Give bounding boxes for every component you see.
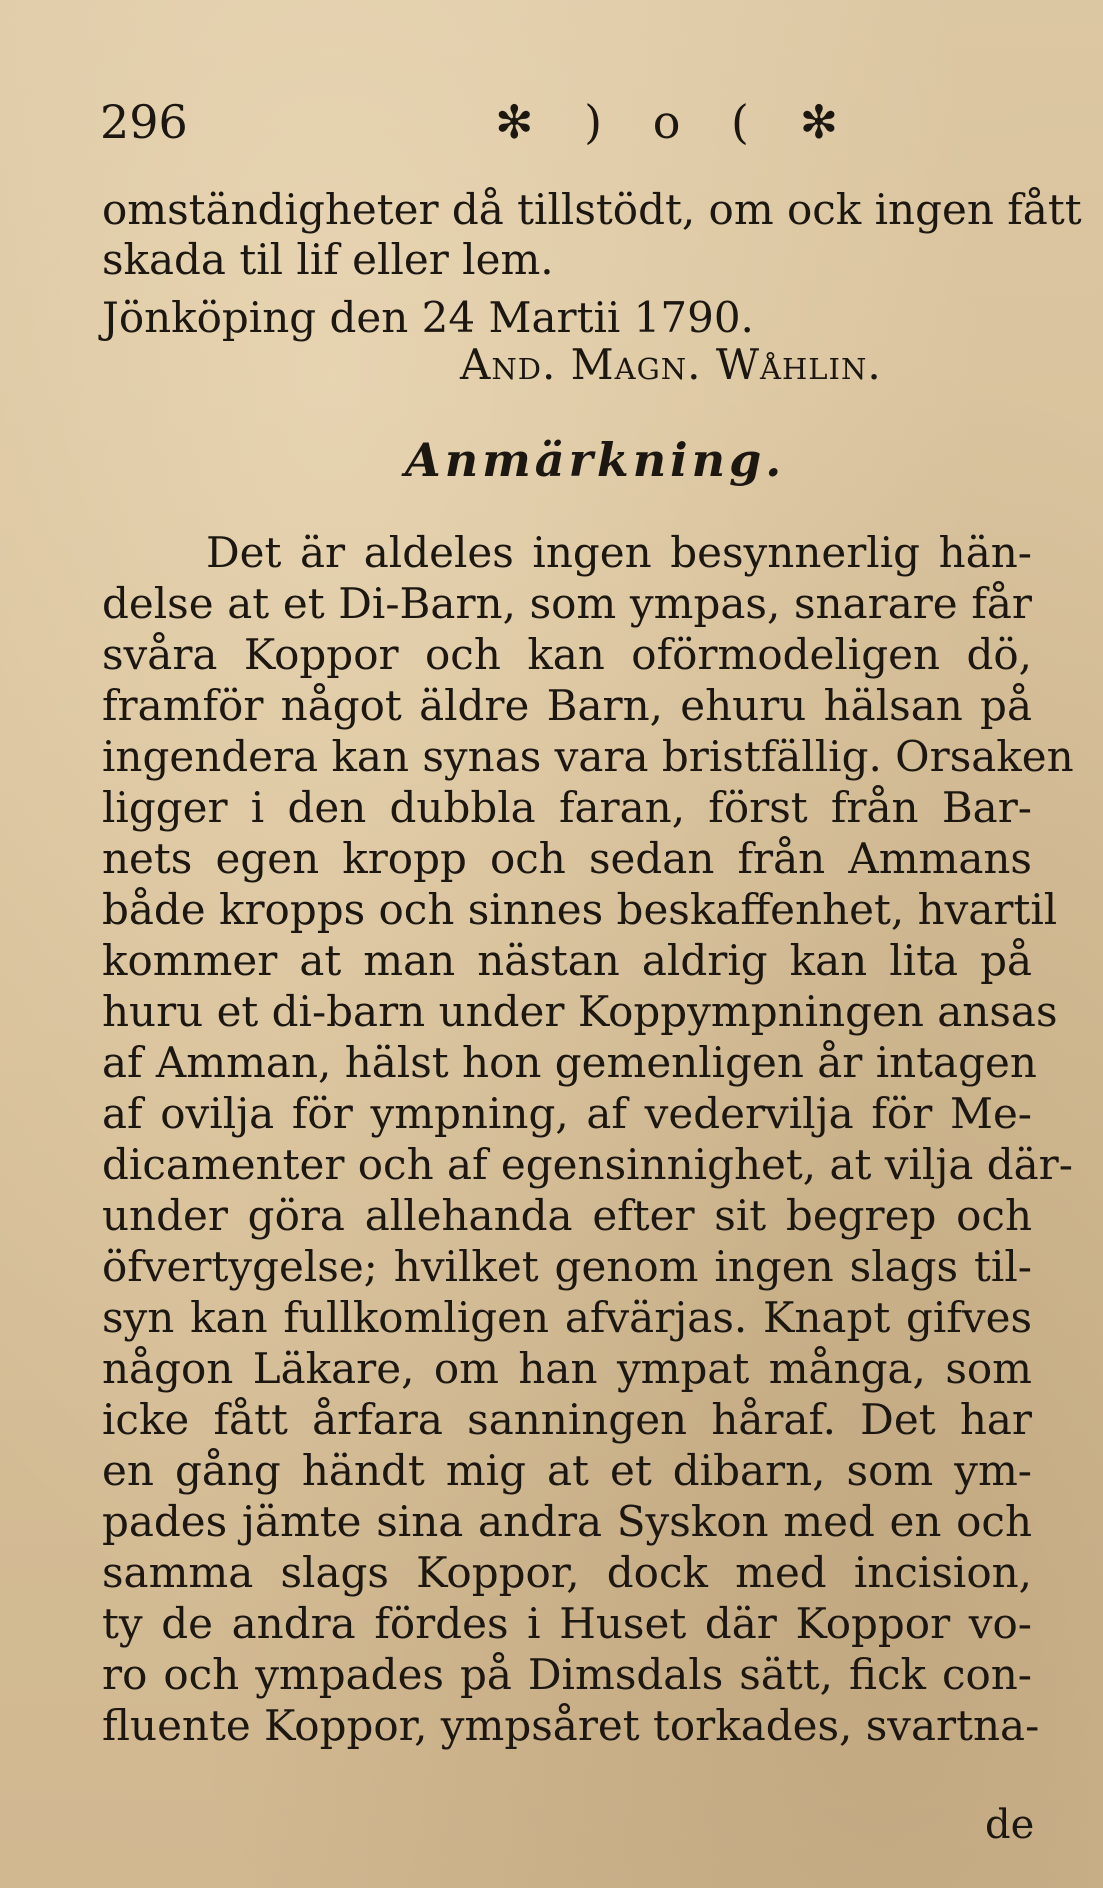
paragraph-line: framför något äldre Barn, ehuru hälsan på — [102, 681, 1032, 730]
paragraph-line: både kropps och sinnes beskaffenhet, hvartil — [102, 885, 1058, 934]
signature: And. Magn. Wåhlin. — [460, 340, 882, 389]
date-line: Jönköping den 24 Martii 1790. — [102, 293, 754, 342]
paragraph-line: Det är aldeles ingen besynnerlig hän- — [206, 528, 1032, 577]
page-header — [100, 92, 1000, 152]
header-ornament: ✻ ) o ( ✻ — [495, 95, 857, 149]
paragraph-line: ro och ympades på Dimsdals sätt, fick con- — [102, 1650, 1032, 1699]
paragraph-line: af ovilja för ympning, af vedervilja för Me- — [102, 1089, 1032, 1138]
paragraph-line: ligger i den dubbla faran, först från Bar- — [102, 783, 1032, 832]
paragraph-line: icke fått årfara sanningen håraf. Det har — [102, 1395, 1032, 1444]
paragraph-line: huru et di-barn under Koppympningen ansas — [102, 987, 1058, 1036]
paragraph-line: af Amman, hälst hon gemenligen år intagen — [102, 1038, 1037, 1087]
paragraph-line: en gång händt mig at et dibarn, som ym- — [102, 1446, 1032, 1495]
paragraph-line: syn kan fullkomligen afvärjas. Knapt gifves — [102, 1293, 1032, 1342]
paragraph-line: svåra Koppor och kan oförmodeligen dö, — [102, 630, 1032, 679]
paragraph-line: dicamenter och af egensinnighet, at vilja där- — [102, 1140, 1073, 1189]
text-line: omständigheter då tillstödt, om ock ingen fått — [102, 185, 1082, 234]
paragraph-line: under göra allehanda efter sit begrep och — [102, 1191, 1032, 1240]
catchword: de — [985, 1802, 1035, 1848]
paragraph-line: kommer at man nästan aldrig kan lita på — [102, 936, 1032, 985]
paragraph-line: fluente Koppor, ympsåret torkades, svartna- — [102, 1701, 1040, 1750]
paragraph-line: ingendera kan synas vara bristfällig. Orsaken — [102, 732, 1074, 781]
paragraph-line: nets egen kropp och sedan från Ammans — [102, 834, 1032, 883]
paragraph-line: ty de andra fördes i Huset där Koppor vo- — [102, 1599, 1032, 1648]
paragraph-line: delse at et Di-Barn, som ympas, snarare får — [102, 579, 1032, 628]
paragraph-line: någon Läkare, om han ympat många, som — [102, 1344, 1032, 1393]
text-line: skada til lif eller lem. — [102, 235, 554, 284]
paragraph-line: pades jämte sina andra Syskon med en och — [102, 1497, 1032, 1546]
paragraph-line: öfvertygelse; hvilket genom ingen slags til- — [102, 1242, 1032, 1291]
section-heading: Anmärkning. — [405, 433, 786, 487]
paragraph-line: samma slags Koppor, dock med incision, — [102, 1548, 1032, 1597]
page-number: 296 — [100, 95, 188, 149]
